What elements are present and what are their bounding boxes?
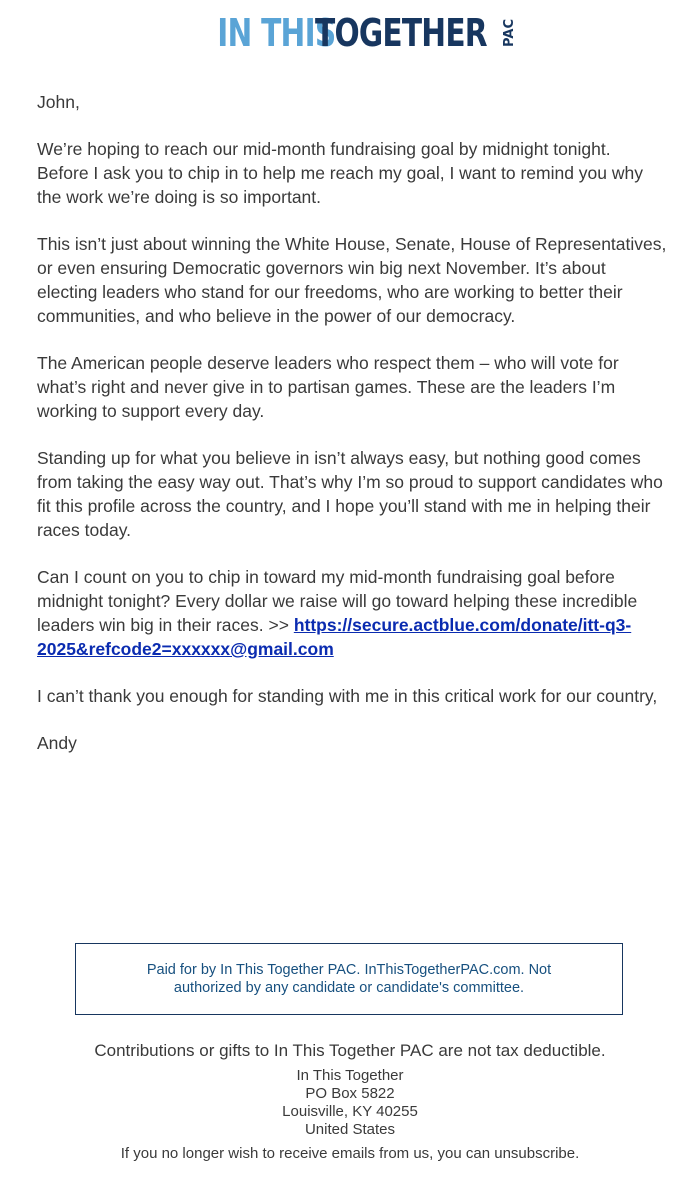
mailing-address bbox=[0, 1067, 700, 1139]
address-line-po-box: PO Box 5822 bbox=[305, 1085, 395, 1102]
email-body bbox=[37, 90, 667, 778]
address-line-name: In This Together bbox=[296, 1067, 404, 1084]
paragraph-2: This isn’t just about winning the White House, Senate, House of Representatives, or even ensuring Democratic governors win big next November. It’s about electing leaders who stand for our freedoms, who are working to better their communities, and who believe in the power of our democracy. bbox=[37, 234, 667, 326]
paragraph-5 bbox=[37, 565, 667, 661]
paragraph-6: I can’t thank you enough for standing with me in this critical work for our country, bbox=[37, 686, 658, 706]
tax-notice: Contributions or gifts to In This Together PAC are not tax deductible. bbox=[94, 1041, 606, 1060]
logo-text-dark: TOGETHER bbox=[315, 11, 487, 55]
pac-logo bbox=[184, 11, 517, 55]
paragraph-3: The American people deserve leaders who respect them – who will vote for what’s right and never give in to partisan games. These are the leaders I’m working to support every day. bbox=[37, 353, 619, 421]
donate-link[interactable]: https://secure.actblue.com/donate/itt-q3-2025&refcode2=xxxxxx@gmail.com bbox=[37, 615, 632, 659]
greeting: John, bbox=[37, 92, 80, 112]
logo-text-light: IN THIS bbox=[216, 11, 336, 55]
signature: Andy bbox=[37, 733, 77, 753]
header-logo bbox=[0, 12, 700, 54]
paid-for-disclaimer-text: Paid for by In This Together PAC. InThisTogetherPAC.com. Not authorized by any candidate or candidate's committee. bbox=[146, 962, 552, 996]
paid-for-disclaimer-box bbox=[75, 943, 623, 1015]
paragraph-5-text: Can I count on you to chip in toward my mid-month fundraising goal before midnight tonight? Every dollar we raise will go toward helping these incredible leaders win big in their races. >> bbox=[37, 567, 638, 635]
address-line-city: Louisville, KY 40255 bbox=[282, 1103, 418, 1120]
paragraph-4: Standing up for what you believe in isn’t always easy, but nothing good comes from taking the easy way out. That’s why I’m so proud to support candidates who fit this profile across the country, and I hope you’ll stand with me in helping their races today. bbox=[37, 448, 663, 540]
paragraph-1: We’re hoping to reach our mid-month fundraising goal by midnight tonight. Before I ask you to chip in to help me reach my goal, I want to remind you why the work we’re doing is so important. bbox=[37, 139, 643, 207]
logo-text-pac: PAC bbox=[502, 19, 518, 47]
unsubscribe-notice[interactable]: If you no longer wish to receive emails from us, you can unsubscribe. bbox=[120, 1145, 580, 1162]
address-line-country: United States bbox=[304, 1121, 396, 1138]
